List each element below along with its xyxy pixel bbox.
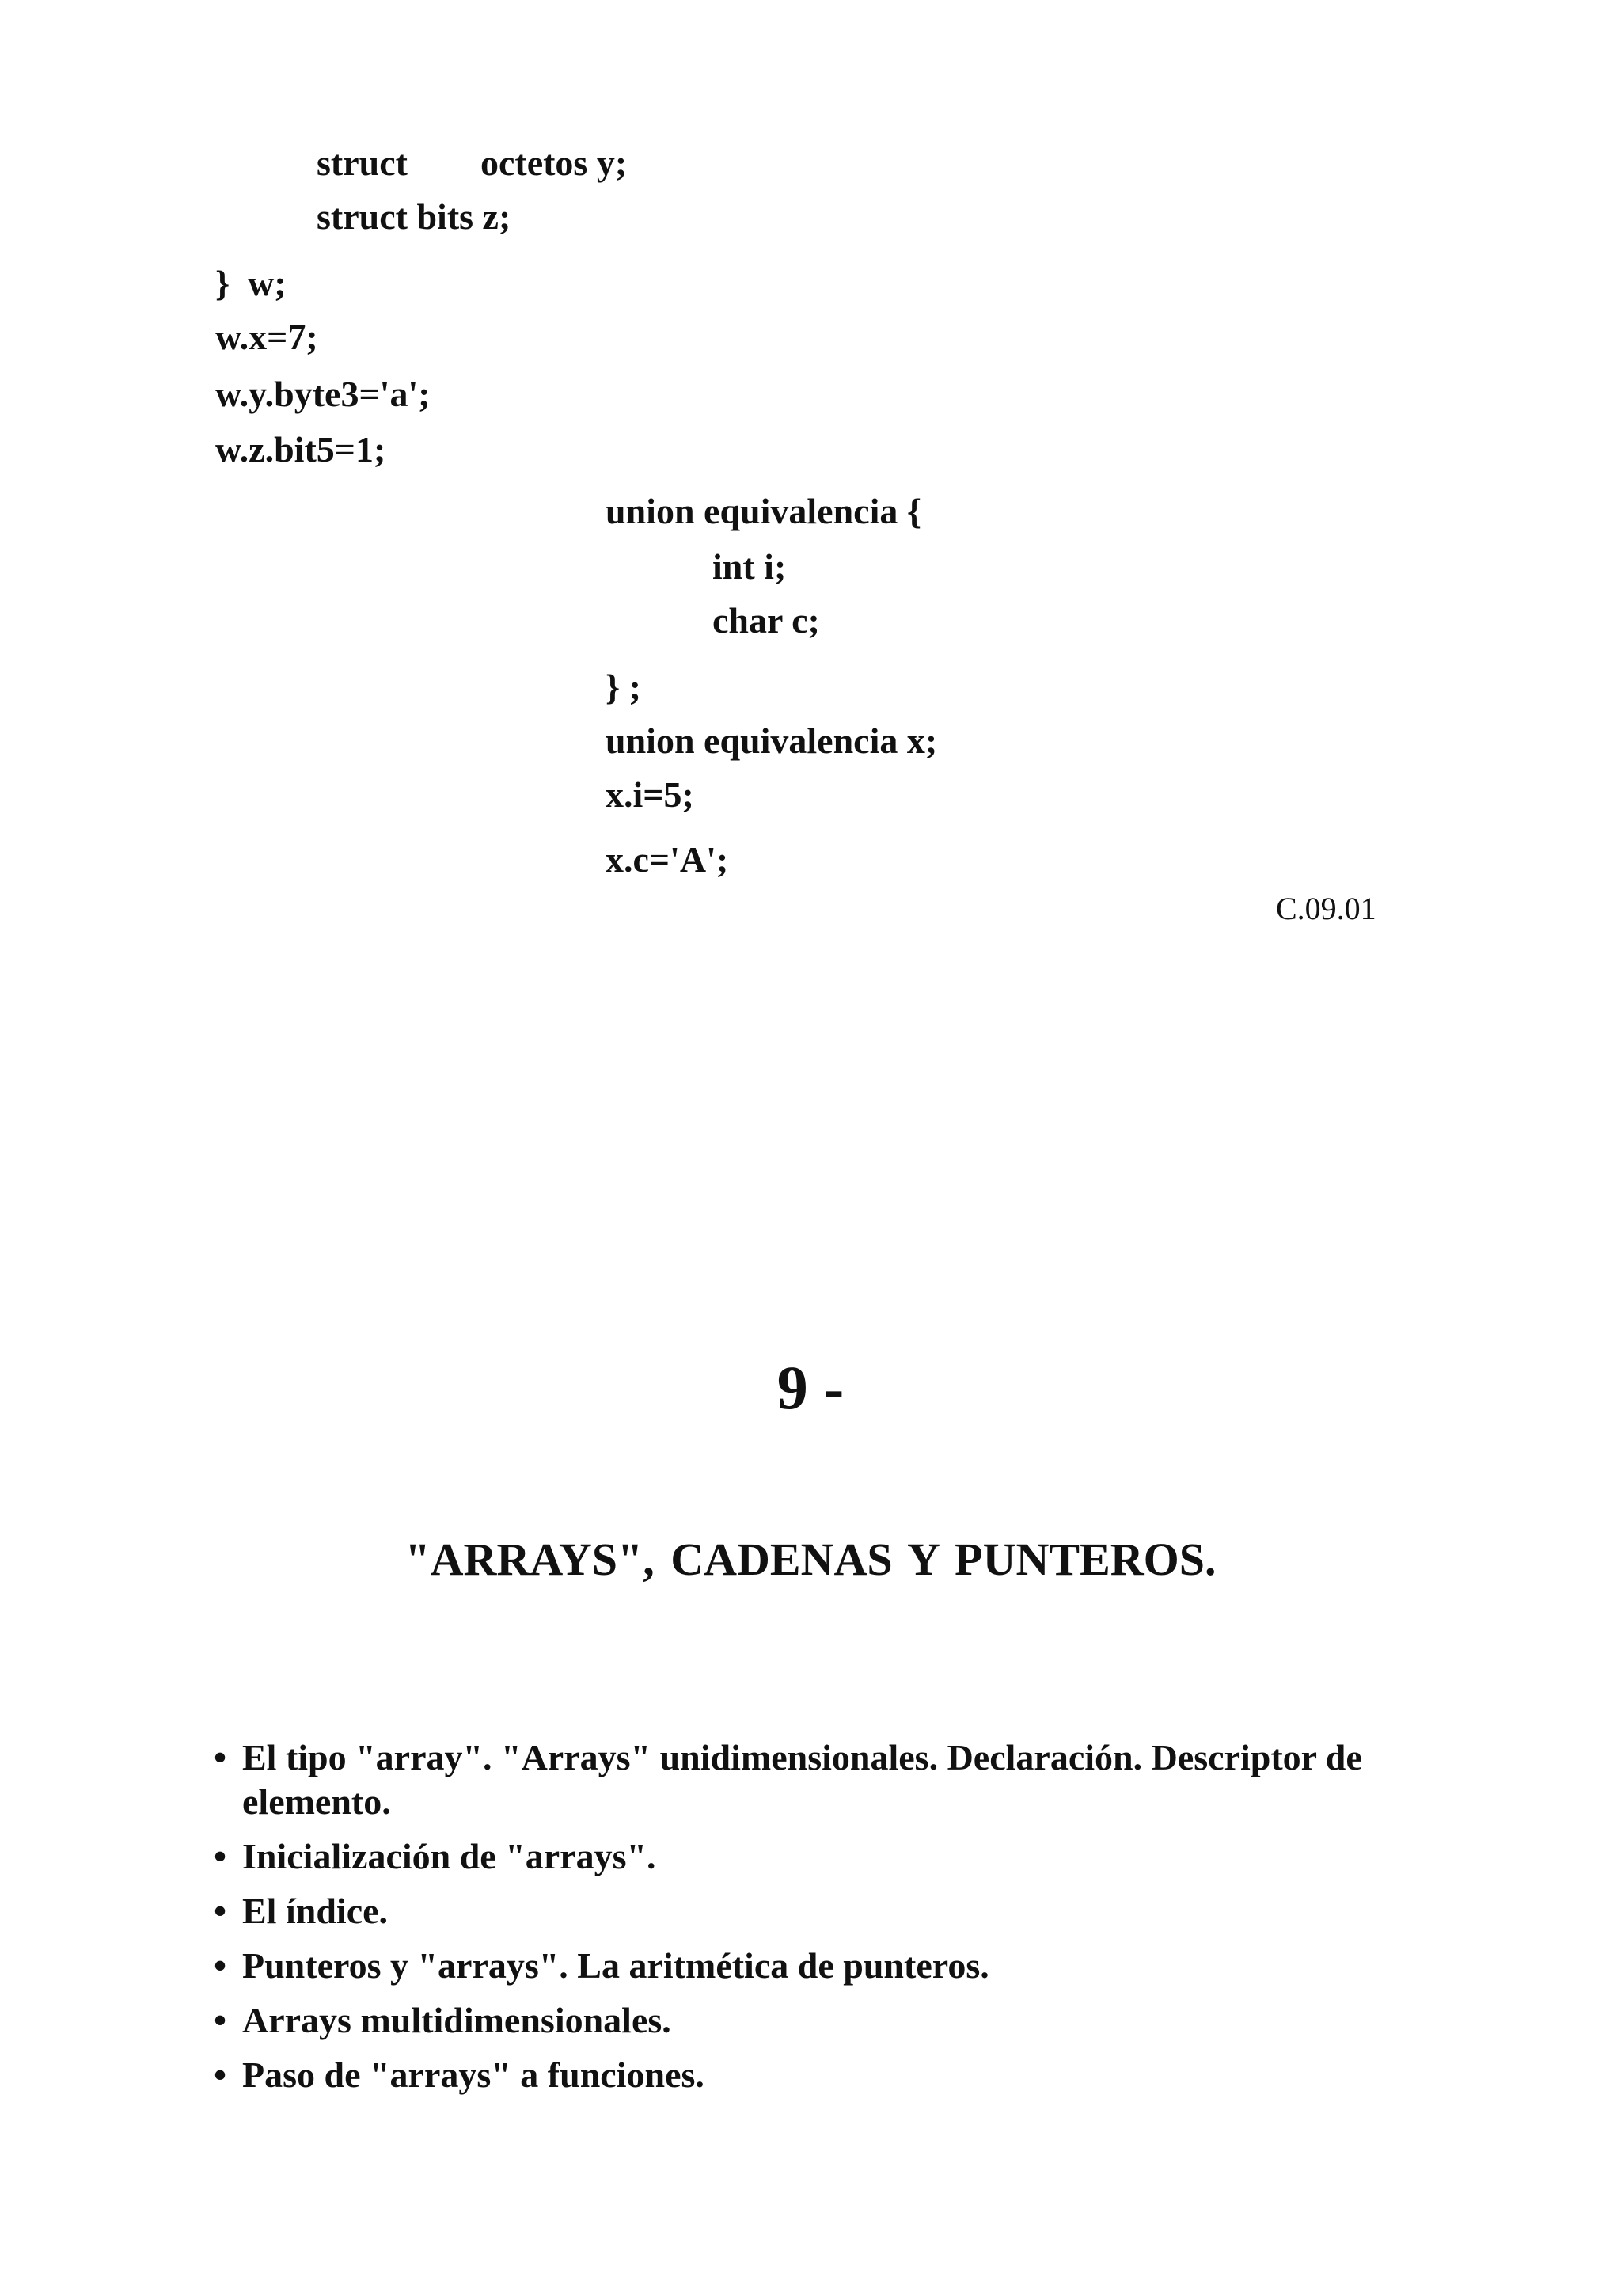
topic-text: Arrays multidimensionales.: [242, 2000, 671, 2040]
bullet: •: [214, 2000, 227, 2040]
topic-text: El tipo "array". "Arrays" unidimensionales. Declaración. Descriptor de elemento.: [242, 1737, 1362, 1822]
code-line: struct octetos y;: [317, 143, 628, 183]
bullet: •: [214, 2055, 227, 2095]
code-line: } ;: [606, 667, 641, 707]
code-line: union equivalencia {: [606, 491, 921, 531]
list-item: [214, 1889, 1401, 1933]
code-line: x.i=5;: [606, 774, 694, 815]
list-item: [214, 1998, 1401, 2043]
topic-list: [214, 1735, 1401, 2108]
code-line: w.x=7;: [215, 317, 318, 357]
topic-text: Inicialización de "arrays".: [242, 1836, 656, 1876]
bullet: •: [214, 1945, 227, 1986]
code-line: } w;: [215, 263, 287, 303]
chapter-number: 9 -: [776, 1353, 845, 1422]
code-line: int i;: [712, 546, 787, 587]
bullet: •: [214, 1836, 227, 1876]
code-line: x.c='A';: [606, 839, 729, 880]
list-item: [214, 1735, 1401, 1824]
list-item: [214, 1944, 1401, 1988]
topic-text: Paso de "arrays" a funciones.: [242, 2055, 704, 2095]
code-line: w.z.bit5=1;: [215, 429, 386, 469]
list-item: [214, 2053, 1401, 2097]
chapter-title: "ARRAYS", CADENAS Y PUNTEROS.: [404, 1534, 1217, 1585]
list-item: [214, 1834, 1401, 1879]
code-line: union equivalencia x;: [606, 720, 938, 761]
code-reference: C.09.01: [1276, 891, 1376, 926]
code-line: char c;: [712, 600, 820, 641]
code-line: struct bits z;: [317, 196, 511, 237]
bullet: •: [214, 1737, 227, 1777]
code-line: w.y.byte3='a';: [215, 374, 431, 414]
bullet: •: [214, 1891, 227, 1931]
topic-text: El índice.: [242, 1891, 389, 1931]
topic-text: Punteros y "arrays". La aritmética de punteros.: [242, 1945, 989, 1986]
